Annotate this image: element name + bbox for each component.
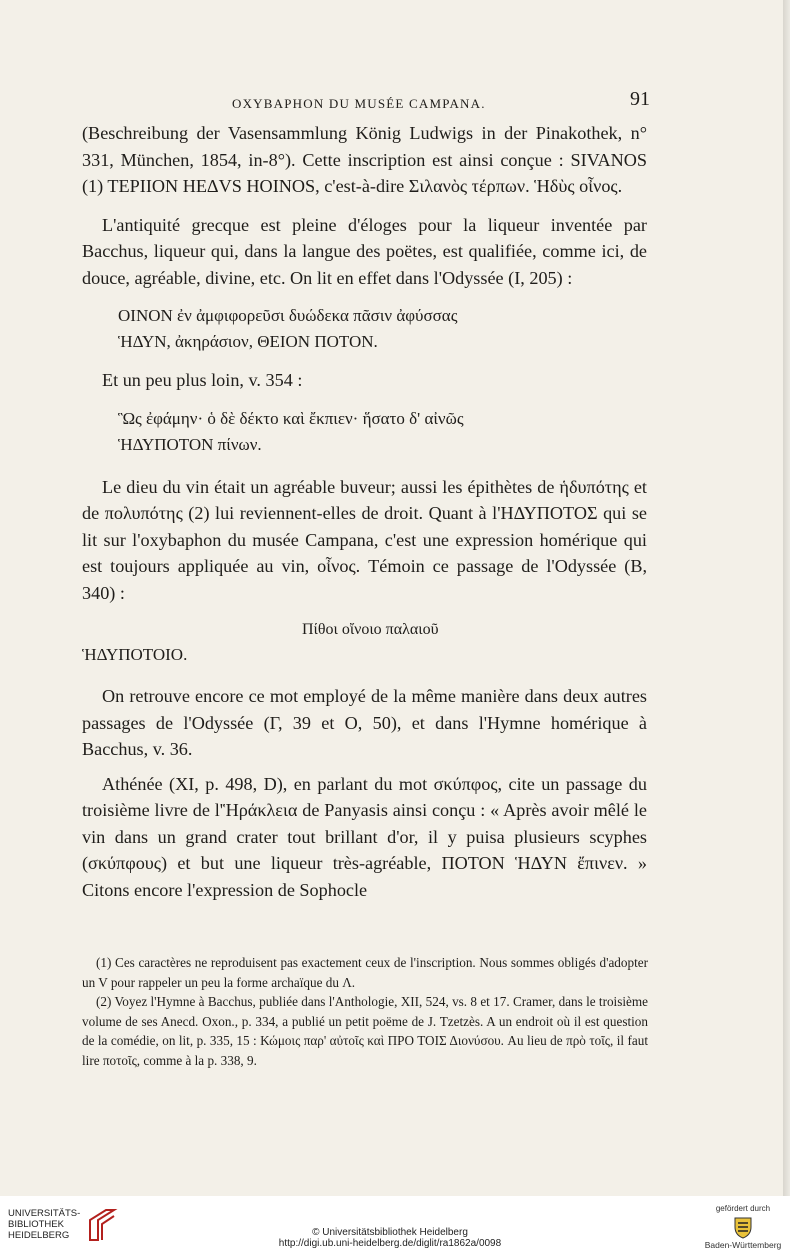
quote-odyssey-3-line-2: ἩΔΥΠΟΤΟΙΟ.: [82, 645, 188, 664]
footnote-2: (2) Voyez l'Hymne à Bacchus, publiée dans l'Anthologie, XII, 524, vs. 8 et 17. Cramer, dans le troisième volume de ses Anecd. Oxon., p. 334, a publié un petit poëme de J. Tzetzès. A un endroit où il est question de la comédie, on lit, p. 335, 15 : Κώμοις παρ' αὐτοῖς καὶ ΠΡΟ ΤΟΙΣ Διονύσου. Au lieu de πρὸ τοῖς, il faut lire ποτοῖς, comme à la p. 338, 9.: [82, 994, 648, 1068]
copyright-block: [200, 1227, 580, 1249]
sponsor-block[interactable]: [700, 1204, 786, 1252]
paragraph-1: (Beschreibung der Vasensammlung König Ludwigs in der Pinakothek, n° 331, München, 1854, in-8°). Cette inscription est ainsi conçue : SIVANOS (1) TEPIION HEΔVS HOINOS, c'est-à-dire Σιλανὸς τέρπων. Ἡδὺς οἶνος.: [82, 123, 647, 196]
sponsor-name: Baden-Württemberg: [704, 1240, 782, 1250]
quote-odyssey-3-line-1: Πίθοι οἴνοιο παλαιοῦ: [302, 621, 439, 638]
paragraph-4: Le dieu du vin était un agréable buveur; aussi les épithètes de ἡδυπότης et de πολυπότης (2) lui reviennent-elles de droit. Quant à l'ΗΔΥΠΟΤΟΣ qui se lit sur l'oxybaphon du musée Campana, c'est une expression homérique qui est toujours appliquée au vin, οἶνος. Témoin ce passage de l'Odyssée (B, 340) :: [82, 476, 647, 603]
copyright-text: © Universitätsbibliothek Heidelberg: [312, 1227, 468, 1238]
footnotes: [82, 953, 648, 1071]
footnote-1: (1) Ces caractères ne reproduisent pas exactement ceux de l'inscription. Nous sommes obligés d'adopter un V pour rappeler un peu la forme archaïque du Λ.: [82, 955, 648, 990]
quote-odyssey-1-line-2: ἩΔΥΝ, ἀκηράσιον, ΘΕΙΟΝ ΠΟΤΟΝ.: [118, 332, 378, 351]
paragraph-5: On retrouve encore ce mot employé de la même manière dans deux autres passages de l'Odyssée (Γ, 39 et O, 50), et dans l'Hymne homérique à Bacchus, v. 36.: [82, 686, 647, 759]
coat-of-arms-icon: [731, 1215, 755, 1239]
page-header: [82, 90, 652, 116]
permalink-url[interactable]: http://digi.ub.uni-heidelberg.de/diglit/ra1862a/0098: [278, 1238, 502, 1249]
sponsor-caption: gefördert durch: [715, 1204, 771, 1213]
paragraph-2: L'antiquité grecque est pleine d'éloges pour la liqueur inventée par Bacchus, liqueur qui, dans la langue des poëtes, est qualifiée, comme ici, de douce, agréable, divine, etc. On lit en effet dans l'Odyssée (I, 205) :: [82, 214, 647, 288]
page-edge: [783, 0, 790, 1196]
quote-odyssey-1-line-1: ΟΙΝΟΝ ἐν ἀμφιφορεῦσι δυώδεκα πᾶσιν ἀφύσσας: [118, 306, 458, 325]
quote-odyssey-2-line-2: ἩΔΥΠΟΤΟΝ πίνων.: [118, 434, 262, 454]
library-mark-icon: [84, 1206, 118, 1242]
library-logo-text: UNIVERSITÄTS- BIBLIOTHEK HEIDELBERG: [8, 1208, 81, 1241]
page-number: 91: [630, 88, 650, 110]
paragraph-3: Et un peu plus loin, v. 354 :: [102, 370, 303, 390]
running-title: OXYBAPHON DU MUSÉE CAMPANA.: [232, 96, 486, 111]
digitization-footer: [0, 1196, 790, 1255]
quote-odyssey-2-line-1: Ὣς ἐφάμην· ὁ δὲ δέκτο καὶ ἔκπιεν· ἥσατο δ' αἰνῶς: [118, 408, 464, 428]
library-logo[interactable]: [8, 1208, 118, 1248]
paragraph-6: Athénée (XI, p. 498, D), en parlant du mot σκύπφος, cite un passage du troisième livre de l'Ἡράκλεια de Panyasis ainsi conçu : « Après avoir mêlé le vin dans un grand crater tout brillant d'or, il y puisa plusieurs scyphes (σκύπφους) et but une liqueur très-agréable, ΠΟΤΟΝ ἩΔΥΝ ἔπινεν. » Citons encore l'expression de Sophocle: [82, 773, 647, 900]
body-text: [82, 120, 647, 903]
